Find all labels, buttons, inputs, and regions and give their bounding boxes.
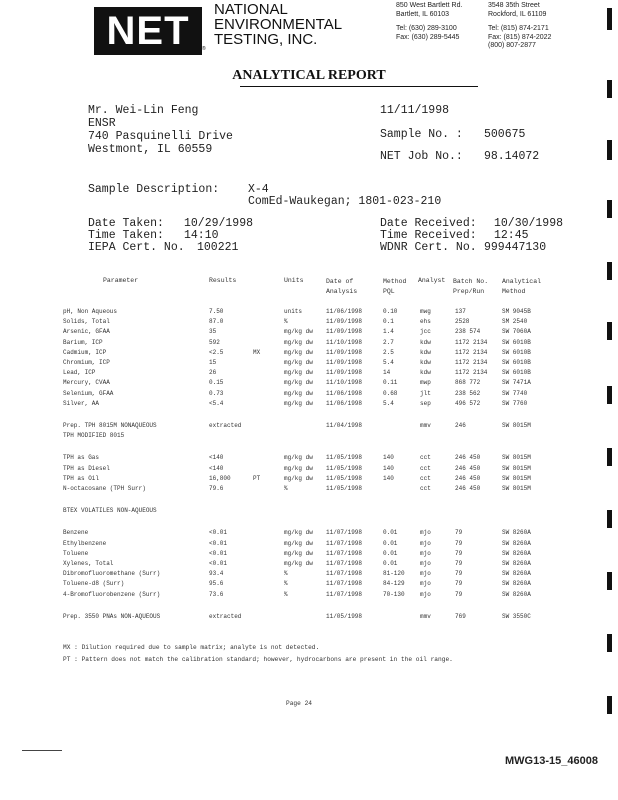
row-units: mg/kg dw	[284, 348, 313, 356]
sample-desc-2: ComEd-Waukegan; 1801-023-210	[248, 195, 442, 208]
date-taken: 10/29/1998	[184, 217, 254, 230]
job-no-label: NET Job No.:	[380, 150, 463, 163]
row-parameter: N-octacosane (TPH Surr)	[63, 485, 146, 492]
row-pql: 0.01	[383, 529, 398, 537]
row-method: SW 7060A	[502, 328, 531, 336]
row-date: 11/07/1998	[326, 590, 363, 598]
row-analyst: cct	[420, 464, 431, 472]
table-row	[0, 379, 618, 388]
binder-mark	[607, 634, 612, 652]
row-analyst: kdw	[420, 348, 431, 356]
binder-mark	[607, 572, 612, 590]
row-method: SW 8260A	[502, 580, 531, 588]
row-date: 11/09/1998	[326, 318, 363, 326]
row-units: mg/kg dw	[284, 389, 313, 397]
date-taken-label: Date Taken:	[88, 217, 164, 230]
sample-desc-1: X-4	[248, 183, 269, 196]
row-method: SW 8260A	[502, 539, 531, 547]
col-analyst: Analyst	[418, 277, 446, 284]
row-pql: 81-120	[383, 570, 405, 578]
report-title: ANALYTICAL REPORT	[232, 68, 386, 83]
row-analyst: mjo	[420, 539, 431, 547]
row-method: SW 7471A	[502, 379, 531, 387]
row-parameter: Prep. TPH 8015M NONAQUEOUS	[63, 422, 157, 429]
row-date: 11/06/1998	[326, 389, 363, 397]
row-pql: 2.7	[383, 338, 394, 346]
row-method: SW 7760	[502, 399, 528, 407]
company-name: NATIONAL ENVIRONMENTAL TESTING, INC.	[214, 1, 343, 48]
row-batch: 79	[455, 580, 463, 588]
row-units: %	[284, 485, 288, 492]
row-batch: 79	[455, 529, 463, 537]
report-date: 11/11/1998	[380, 104, 450, 117]
net-logo: NET	[94, 7, 202, 55]
row-analyst: mwg	[420, 308, 431, 315]
table-row	[0, 359, 618, 368]
table-row	[0, 529, 618, 538]
row-pql: 14	[383, 369, 391, 377]
iepa-label: IEPA Cert. No.	[88, 241, 185, 254]
row-method: SW 3550C	[502, 612, 531, 620]
row-date: 11/09/1998	[326, 369, 363, 377]
row-analyst: sep	[420, 399, 431, 407]
row-result: <0.01	[209, 529, 228, 537]
row-result: <0.01	[209, 539, 228, 547]
office-rockford: 3548 35th Street Rockford, IL 61109 Tel: (815) 874-2171 Fax: (815) 874-2022 (800) 807-2877	[488, 2, 552, 49]
date-received-label: Date Received:	[380, 217, 477, 230]
row-analyst: mmv	[420, 612, 431, 620]
office-bartlett: 850 West Bartlett Rd. Bartlett, IL 60103 Tel: (630) 289-3100 Fax: (630) 289-5445	[396, 2, 463, 41]
row-batch: 496 572	[455, 399, 481, 407]
row-pql: 5.4	[383, 359, 394, 366]
row-date: 11/05/1998	[326, 454, 363, 462]
row-units: mg/kg dw	[284, 328, 313, 336]
binder-mark	[607, 140, 612, 160]
row-method: SM 9045B	[502, 308, 531, 315]
binder-mark	[607, 322, 612, 340]
row-parameter: TPH as Diesel	[63, 464, 110, 472]
row-analyst: mjo	[420, 580, 431, 588]
row-pql: 0.11	[383, 379, 398, 387]
row-units: mg/kg dw	[284, 549, 313, 557]
row-parameter: Toluene-d8 (Surr)	[63, 580, 125, 588]
row-method: SW 8015M	[502, 464, 531, 472]
row-analyst: mmv	[420, 422, 431, 429]
row-analyst: jlt	[420, 389, 431, 397]
row-analyst: cct	[420, 485, 431, 492]
row-analyst: cct	[420, 454, 431, 462]
row-date: 11/05/1998	[326, 485, 363, 492]
row-date: 11/07/1998	[326, 580, 363, 588]
footnote-mx: MX : Dilution required due to sample matrix; analyte is not detected.	[63, 644, 320, 651]
row-analyst: ehs	[420, 318, 431, 326]
row-batch: 1172 2134	[455, 359, 488, 366]
row-pql: 0.01	[383, 560, 398, 567]
table-row	[0, 465, 618, 474]
row-units: mg/kg dw	[284, 359, 313, 366]
row-units: %	[284, 590, 288, 598]
row-pql: 0.68	[383, 389, 398, 397]
row-result: 87.0	[209, 318, 224, 326]
row-batch: 79	[455, 549, 463, 557]
table-row	[0, 507, 618, 516]
row-method: SW 8015M	[502, 422, 531, 429]
row-method: SW 8015M	[502, 485, 531, 492]
binder-mark	[607, 510, 612, 528]
row-batch: 769	[455, 612, 466, 620]
row-date: 11/06/1998	[326, 399, 363, 407]
row-date: 11/07/1998	[326, 560, 363, 567]
row-pql: 0.01	[383, 539, 398, 547]
row-parameter: 4-Bromofluorobenzene (Surr)	[63, 590, 161, 598]
row-result: 0.15	[209, 379, 224, 387]
row-batch: 137	[455, 308, 466, 315]
time-taken: 14:10	[184, 229, 219, 242]
row-pql: 5.4	[383, 399, 394, 407]
row-units: %	[284, 580, 288, 588]
col-date: Date of Analysis	[326, 278, 358, 295]
binder-mark	[607, 80, 612, 98]
time-received-label: Time Received:	[380, 229, 477, 242]
row-units: mg/kg dw	[284, 529, 313, 537]
row-method: SW 6010B	[502, 369, 531, 377]
row-date: 11/09/1998	[326, 359, 363, 366]
page-number: Page 24	[286, 700, 312, 707]
row-result: <140	[209, 464, 224, 472]
row-method: SW 8260A	[502, 570, 531, 578]
row-batch: 79	[455, 590, 463, 598]
row-pql: 2.5	[383, 348, 394, 356]
row-units: mg/kg dw	[284, 464, 313, 472]
row-pql: 0.1	[383, 318, 394, 326]
table-row	[0, 591, 618, 600]
row-parameter: Silver, AA	[63, 399, 100, 407]
footnote-pt: PT : Pattern does not match the calibration standard; however, hydrocarbons are present in the oil range.	[63, 656, 453, 663]
table-row	[0, 390, 618, 399]
row-units: mg/kg dw	[284, 539, 313, 547]
col-analytical: Analytical Method	[502, 278, 542, 295]
time-received: 12:45	[494, 229, 529, 242]
row-parameter: Lead, ICP	[63, 369, 96, 377]
row-date: 11/09/1998	[326, 328, 363, 336]
row-date: 11/09/1998	[326, 348, 363, 356]
row-pql: 70-130	[383, 590, 405, 598]
row-result: extracted	[209, 422, 242, 429]
row-parameter: TPH as Gas	[63, 454, 100, 462]
row-method: SW 8260A	[502, 549, 531, 557]
row-batch: 238 562	[455, 389, 481, 397]
row-batch: 1172 2134	[455, 348, 488, 356]
table-row	[0, 349, 618, 358]
time-taken-label: Time Taken:	[88, 229, 164, 242]
row-method: SW 6010B	[502, 338, 531, 346]
row-units: mg/kg dw	[284, 454, 313, 462]
row-date: 11/10/1998	[326, 338, 363, 346]
row-pql: 84-129	[383, 580, 405, 588]
row-date: 11/05/1998	[326, 464, 363, 472]
row-result: extracted	[209, 612, 242, 620]
row-parameter: pH, Non Aqueous	[63, 308, 118, 315]
row-result: 15	[209, 359, 217, 366]
table-row	[0, 318, 618, 327]
table-row	[0, 540, 618, 549]
row-batch: 79	[455, 560, 463, 567]
row-result: <140	[209, 454, 224, 462]
row-pql: 0.01	[383, 549, 398, 557]
row-date: 11/05/1998	[326, 474, 363, 482]
binder-mark	[607, 696, 612, 714]
row-result: 35	[209, 328, 217, 336]
row-batch: 79	[455, 570, 463, 578]
row-result: 93.4	[209, 570, 224, 578]
title-underline	[240, 86, 478, 87]
row-batch: 79	[455, 539, 463, 547]
row-batch: 246 450	[455, 474, 481, 482]
row-method: SW 7740	[502, 389, 528, 397]
registered-mark: ®	[202, 46, 206, 52]
col-parameter: Parameter	[103, 277, 139, 284]
row-date: 11/04/1998	[326, 422, 363, 429]
row-result: 592	[209, 338, 220, 346]
row-batch: 1172 2134	[455, 369, 488, 377]
binder-mark	[607, 200, 612, 218]
row-date: 11/07/1998	[326, 529, 363, 537]
table-row	[0, 400, 618, 409]
table-row	[0, 328, 618, 337]
table-row	[0, 422, 618, 431]
client-address: Mr. Wei-Lin Feng ENSR 740 Pasquinelli Drive Westmont, IL 60559	[88, 104, 233, 156]
row-batch: 246 450	[455, 454, 481, 462]
row-parameter: Barium, ICP	[63, 338, 103, 346]
row-method: SW 8015M	[502, 454, 531, 462]
row-method: SW 8015M	[502, 474, 531, 482]
row-parameter: Chromium, ICP	[63, 359, 110, 366]
row-parameter: Benzene	[63, 529, 89, 537]
binder-mark	[607, 262, 612, 280]
binder-mark	[607, 448, 612, 466]
iepa-no: 100221	[197, 241, 239, 254]
row-parameter: TPH as Oil	[63, 474, 100, 482]
row-result: 7.50	[209, 308, 224, 315]
row-date: 11/05/1998	[326, 612, 363, 620]
row-result: 26	[209, 369, 217, 377]
row-result: 73.6	[209, 590, 224, 598]
table-row	[0, 550, 618, 559]
row-parameter: Ethylbenzene	[63, 539, 107, 547]
row-units: mg/kg dw	[284, 379, 313, 387]
row-units: units	[284, 308, 303, 315]
row-flag: MX	[253, 348, 261, 356]
row-parameter: Solids, Total	[63, 318, 110, 326]
row-result: <5.4	[209, 399, 224, 407]
row-result: 16,800	[209, 474, 231, 482]
row-pql: 1.4	[383, 328, 394, 336]
table-row	[0, 560, 618, 569]
row-batch: 246	[455, 422, 466, 429]
row-batch: 2528	[455, 318, 470, 326]
row-date: 11/07/1998	[326, 570, 363, 578]
row-batch: 246 450	[455, 464, 481, 472]
table-row	[0, 339, 618, 348]
row-analyst: mwp	[420, 379, 431, 387]
table-row	[0, 570, 618, 579]
row-result: <0.01	[209, 549, 228, 557]
row-parameter: Mercury, CVAA	[63, 379, 110, 387]
table-row	[0, 613, 618, 622]
row-units: %	[284, 318, 288, 326]
wdnr-no: 999447130	[484, 241, 547, 254]
job-no: 98.14072	[484, 150, 540, 163]
col-units: Units	[284, 277, 304, 284]
row-method: SW 6010B	[502, 348, 531, 356]
row-flag: PT	[253, 474, 261, 482]
row-date: 11/06/1998	[326, 308, 363, 315]
document-id: MWG13-15_46008	[505, 755, 598, 767]
row-units: mg/kg dw	[284, 474, 313, 482]
binder-mark	[607, 386, 612, 404]
row-result: <0.01	[209, 560, 228, 567]
row-method: SW 6010B	[502, 359, 531, 366]
col-batch: Batch No. Prep/Run	[453, 278, 489, 295]
row-batch: 238 574	[455, 328, 481, 336]
row-pql: 0.10	[383, 308, 398, 315]
sample-no-label: Sample No. :	[380, 128, 463, 141]
row-units: mg/kg dw	[284, 338, 313, 346]
sample-desc-label: Sample Description:	[88, 183, 220, 196]
row-analyst: cct	[420, 474, 431, 482]
row-analyst: mjo	[420, 570, 431, 578]
row-result: 95.6	[209, 580, 224, 588]
row-result: <2.5	[209, 348, 224, 356]
row-parameter: Cadmium, ICP	[63, 348, 107, 356]
table-row	[0, 475, 618, 484]
row-parameter: BTEX VOLATILES NON-AQUEOUS	[63, 507, 157, 515]
row-date: 11/07/1998	[326, 539, 363, 547]
row-result: 79.6	[209, 485, 224, 492]
table-row	[0, 369, 618, 378]
row-analyst: mjo	[420, 560, 431, 567]
wdnr-label: WDNR Cert. No.	[380, 241, 477, 254]
row-parameter: TPH MODIFIED 8015	[63, 432, 125, 440]
row-parameter: Toluene	[63, 549, 89, 557]
row-batch: 246 450	[455, 485, 481, 492]
row-analyst: kdw	[420, 338, 431, 346]
row-method: SM 2540	[502, 318, 528, 326]
row-pql: 140	[383, 454, 394, 462]
row-parameter: Arsenic, GFAA	[63, 328, 110, 336]
row-units: %	[284, 570, 288, 578]
table-row	[0, 580, 618, 589]
row-method: SW 8260A	[502, 529, 531, 537]
row-units: mg/kg dw	[284, 369, 313, 377]
row-batch: 1172 2134	[455, 338, 488, 346]
table-row	[0, 485, 618, 494]
row-parameter: Selenium, GFAA	[63, 389, 114, 397]
row-pql: 140	[383, 474, 394, 482]
date-received: 10/30/1998	[494, 217, 564, 230]
table-row	[0, 308, 618, 317]
table-row	[0, 432, 618, 441]
row-analyst: kdw	[420, 369, 431, 377]
row-date: 11/10/1998	[326, 379, 363, 387]
row-date: 11/07/1998	[326, 549, 363, 557]
col-results: Results	[209, 277, 237, 284]
binder-mark	[607, 8, 612, 30]
row-units: mg/kg dw	[284, 560, 313, 567]
row-method: SW 8260A	[502, 590, 531, 598]
row-analyst: jcc	[420, 328, 431, 336]
table-row	[0, 454, 618, 463]
row-result: 0.73	[209, 389, 224, 397]
row-parameter: Prep. 3550 PNAs NON-AQUEOUS	[63, 612, 161, 620]
row-parameter: Dibromofluoromethane (Surr)	[63, 570, 161, 578]
col-pql: Method PQL	[383, 278, 407, 295]
row-parameter: Xylenes, Total	[63, 560, 114, 567]
row-analyst: mjo	[420, 549, 431, 557]
row-pql: 140	[383, 464, 394, 472]
sample-no: 500675	[484, 128, 526, 141]
row-analyst: mjo	[420, 590, 431, 598]
row-units: mg/kg dw	[284, 399, 313, 407]
row-batch: 868 772	[455, 379, 481, 387]
row-analyst: mjo	[420, 529, 431, 537]
row-method: SW 8260A	[502, 560, 531, 567]
footer-rule	[22, 750, 62, 751]
row-analyst: kdw	[420, 359, 431, 366]
